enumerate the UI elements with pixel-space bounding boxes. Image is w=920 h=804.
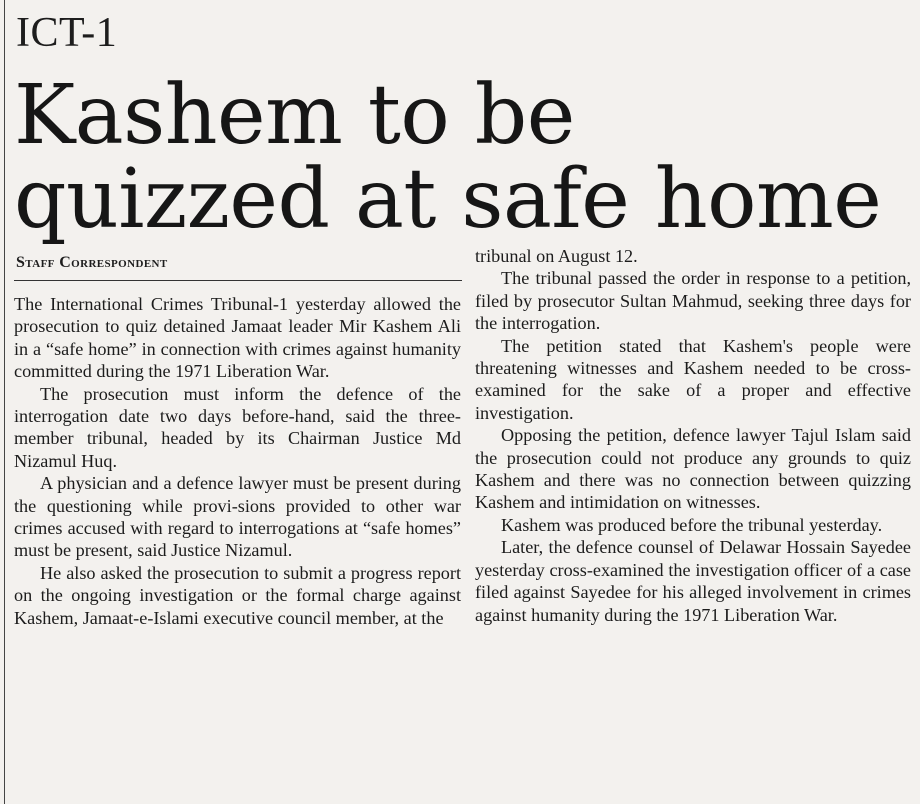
paragraph: Later, the defence counsel of Delawar Hossain Sayedee yesterday cross-examined the investigation officer of a case filed against Sayedee for his alleged involvement in crimes against humanity during the 1971 Liberation War.: [475, 537, 911, 625]
paragraph: The tribunal passed the order in response to a petition, filed by prosecutor Sultan Mahmud, seeking three days for the interrogation.: [475, 268, 911, 334]
kicker: ICT-1: [16, 10, 118, 56]
paragraph: A physician and a defence lawyer must be present during the questioning while provi-sions provided to other war crimes accused with regard to interrogations at “safe homes” must be present, said Justice Nizamul.: [14, 473, 461, 561]
paragraph: The prosecution must inform the defence of the interrogation date two days before-hand, said the three-member tribunal, headed by its Chairman Justice Md Nizamul Huq.: [14, 383, 461, 471]
paragraph: The petition stated that Kashem's people were threatening witnesses and Kashem needed to be cross-examined for the sake of a proper and effective investigation.: [475, 335, 911, 423]
paragraph-continuation: tribunal on August 12.: [475, 246, 638, 266]
paragraph: He also asked the prosecution to submit a progress report on the ongoing investigation or the formal charge against Kashem, Jamaat-e-Islami executive council member, at the: [14, 562, 461, 628]
byline: Staff Correspondent: [16, 254, 168, 271]
article-column-right: [475, 245, 911, 626]
article-column-left: [14, 293, 461, 629]
left-column-rule: [4, 0, 5, 804]
headline: Kashem to be quizzed at safe home: [14, 68, 882, 247]
byline-rule: [14, 280, 462, 281]
paragraph: Kashem was produced before the tribunal yesterday.: [501, 514, 883, 535]
paragraph: Opposing the petition, defence lawyer Tajul Islam said the prosecution could not produce any grounds to quiz Kashem and there was no connection between quizzing Kashem and intimidation on witnesses.: [475, 425, 911, 513]
paragraph: The International Crimes Tribunal-1 yesterday allowed the prosecution to quiz detained Jamaat leader Mir Kashem Ali in a “safe home” in connection with crimes against humanity committed during the 1971 Liberation War.: [14, 294, 461, 382]
